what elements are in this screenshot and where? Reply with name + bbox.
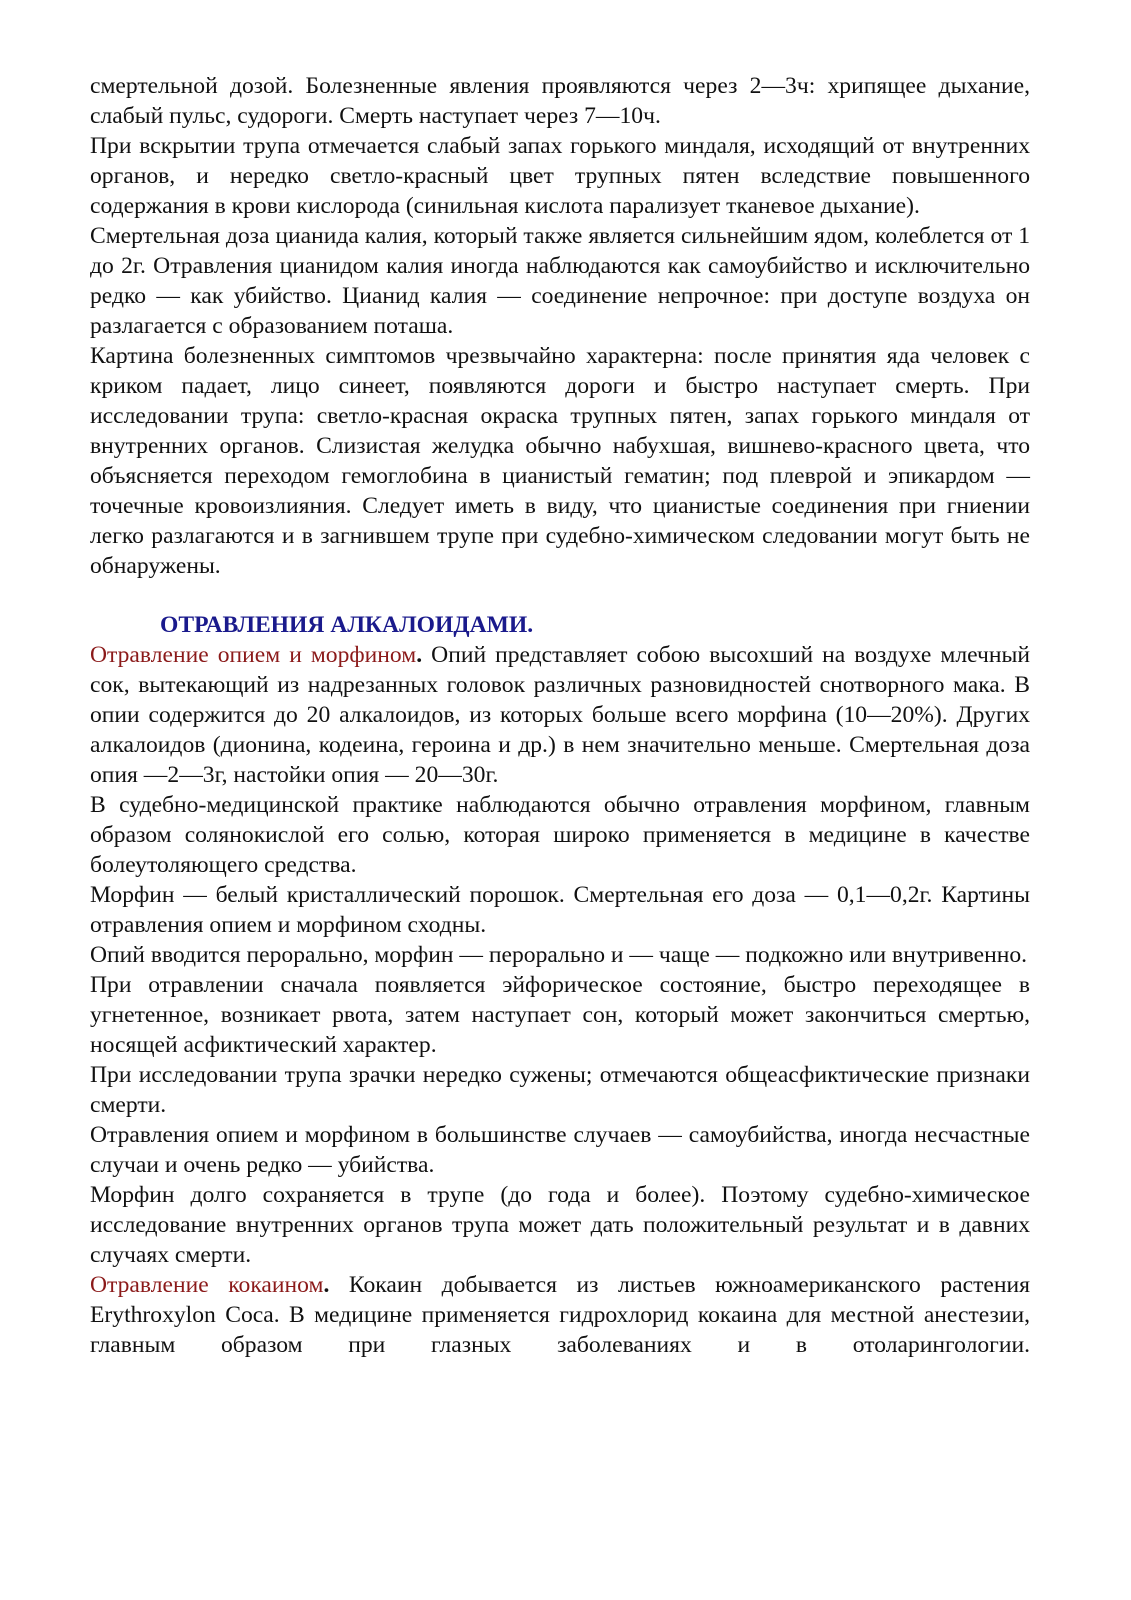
paragraph-body: Опий представляет собою высохший на воздухе млечный сок, вытекающий из надрезанных головок различных разновидностей снотворного мака. В опии содержится до 20 алкалоидов, из которых больше всего морфина (10—20%). Других алкалоидов (дионина, кодеина, героина и др.) в нем значительно меньше. Смертельная доза опия —2—3г, настойки опия — 20—30г. <box>90 642 1030 788</box>
term-dot: . <box>323 1272 330 1298</box>
term-cocaine: Отравление кокаином <box>90 1272 324 1298</box>
paragraph-cases: Отравления опием и морфином в большинстве случаев — самоубийства, иногда несчастные случаи и очень редко — убийства. <box>90 1122 1030 1178</box>
paragraph-administration: Опий вводится перорально, морфин — перорально и — чаще — подкожно или внутривенно. <box>90 942 1028 968</box>
term-dot: . <box>416 642 423 668</box>
paragraph-morphine-dose: Морфин — белый кристаллический порошок. Смертельная его доза — 0,1—0,2г. Картины отравления опием и морфином сходны. <box>90 882 1030 938</box>
paragraph-clinical-picture: Картина болезненных симптомов чрезвычайно характерна: после принятия яда человек с криком падает, лицо синеет, появляются дороги и быстро наступает смерть. При исследовании трупа: светло-красная окраска трупных пятен, запах горького миндаля от внутренних органов. Слизистая желудка обычно набухшая, вишнево-красного цвета, что объясняется переходом гемоглобина в цианистый гематин; под плеврой и эпикардом — точечные кровоизлияния. Следует иметь в виду, что цианистые соединения при гниении легко разлагаются и в загнившем трупе при судебно-химическом следовании могут быть не обнаружены. <box>90 343 1030 579</box>
paragraph-autopsy-findings: При вскрытии трупа отмечается слабый запах горького миндаля, исходящий от внутренних органов, и нередко светло-красный цвет трупных пятен вследствие повышенного содержания в крови кислорода (синильная кислота парализует тканевое дыхание). <box>90 133 1030 219</box>
paragraph-poisoning-course: При отравлении сначала появляется эйфорическое состояние, быстро переходящее в угнетенное, возникает рвота, затем наступает сон, который может закончиться смертью, носящей асфиктический характер. <box>90 972 1030 1058</box>
paragraph-opium-morphine <box>90 640 1030 790</box>
paragraph-preservation: Морфин долго сохраняется в трупе (до года и более). Поэтому судебно-химическое исследование внутренних органов трупа может дать положительный результат и в давних случаях смерти. <box>90 1182 1030 1268</box>
paragraph-autopsy-pupils: При исследовании трупа зрачки нередко сужены; отмечаются общеасфиктические признаки смерти. <box>90 1062 1030 1118</box>
document-page <box>90 71 1030 1360</box>
paragraph-body: Кокаин добывается из листьев южноамериканского растения Erythroxylon Coca. В медицине применяется гидрохлорид кокаина для местной анестезии, главным образом при глазных заболеваниях и в отоларингологии. <box>90 1272 1031 1358</box>
paragraph-cyanide-symptoms: смертельной дозой. Болезненные явления проявляются через 2—3ч: хрипящее дыхание, слабый пульс, судороги. Смерть наступает через 7—10ч. <box>90 73 1030 129</box>
section-heading: ОТРАВЛЕНИЯ АЛКАЛОИДАМИ. <box>160 612 534 638</box>
paragraph-cocaine <box>90 1270 1030 1360</box>
term-opium-morphine: Отравление опием и морфином <box>90 642 417 668</box>
paragraph-forensic-practice: В судебно-медицинской практике наблюдаются обычно отравления морфином, главным образом солянокислой его солью, которая широко применяется в медицине в качестве болеутоляющего средства. <box>90 792 1030 878</box>
paragraph-potassium-cyanide: Смертельная доза цианида калия, который также является сильнейшим ядом, колеблется от 1 до 2г. Отравления цианидом калия иногда наблюдаются как самоубийство и исключительно редко — как убийство. Цианид калия — соединение непрочное: при доступе воздуха он разлагается с образованием поташа. <box>90 223 1030 339</box>
